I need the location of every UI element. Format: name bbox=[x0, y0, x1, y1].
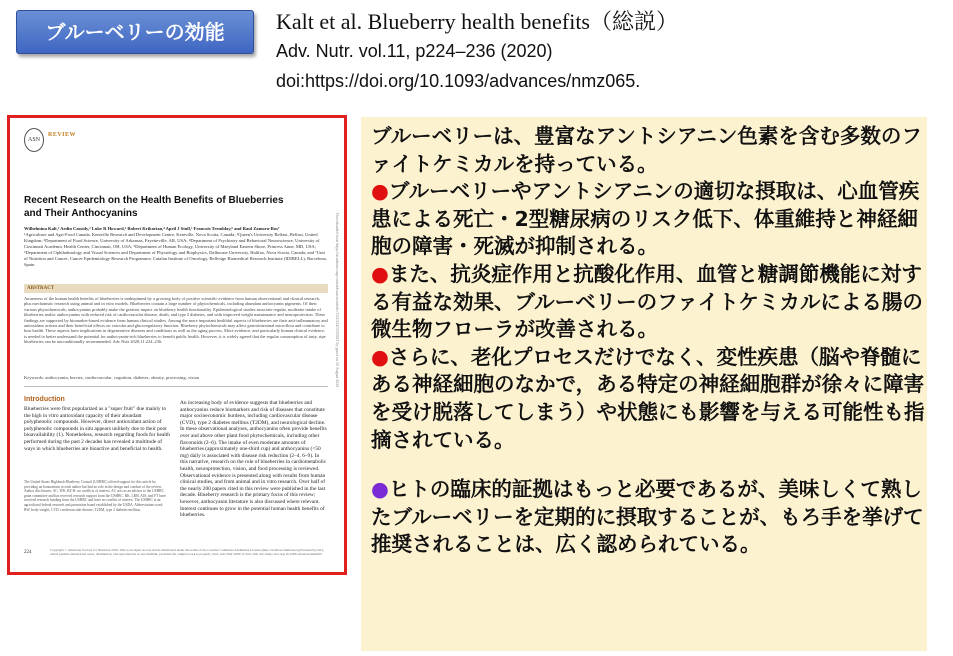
spacer bbox=[371, 454, 927, 476]
summary-point bbox=[371, 476, 927, 559]
summary-point-text: ブルーベリーやアントシアニンの適切な摂取は、心血管疾患による死亡・2型糖尿病のリスク低下、体重維持と神経細胞の障害・死滅が抑制される。 bbox=[371, 179, 920, 259]
summary-point-text: また、抗炎症作用と抗酸化作用、血管と糖調節機能に対する有益な効果、ブルーベリーのファイトケミカルによる腸の微生物フローラが改善される。 bbox=[371, 261, 923, 342]
summary-point-text: ヒトの臨床的証拠はもっと必要であるが、美味しくて熟したブルーベリーを定期的に摂取することが、もろ手を挙げて推奨されることは、広く認められている。 bbox=[371, 477, 924, 557]
intro-heading: Introduction bbox=[24, 396, 65, 403]
divider bbox=[24, 386, 328, 387]
footnote: The United States Highbush Blueberry Council (USHBC) offered support for this article by providing an honorarium to each author but had no role in the design and conduct of the review. Author disclosures: AC, WK, RZ-R: no conflicts of interest. AC acts as an adviser to the USHBC grant committee and has received research support from the USHBC. RK, LRH, AJS, and FT have received research funding from the USHBC and have no conflict of interest. The USHBC is an agricultural federal research and promotion board established by the USDA. Abbreviations used: BW, body weight; CVD, cardiovascular disease; T2DM, type 2 diabetes mellitus. bbox=[24, 480, 166, 512]
paper-authors bbox=[24, 226, 328, 268]
red-bullet-icon: ● bbox=[371, 344, 389, 369]
intro-column-2: An increasing body of evidence suggests that blueberries and anthocyanins reduce biomarkers and risk of diseases that constitute major socioeconomic burdens, including cardiovascular disease (CVD), type 2 diabetes mellitus (T2DM), and neurological decline. In these observational analyses, anthocyanins often provide benefits over and above other plant food phytochemicals, including other flavonoids (2–6). The intake of even moderate amounts of blueberries (approximately one-third cup) and anthocyanins (<50 mg) daily is associated with disease risk reduction (2–4, 6–9). In this narrative, research on the role of blueberries in cardiometabolic health, neuroprotection, vision, and food processing is reviewed. Observational evidence is presented along with results from human clinical studies, and from animal and in vitro research. Over half of the nearly 200 papers cited in this review were published in the last decade. Blueberry research is the primary focus of this review; however, anthocyanin literature is also discussed where relevant. Interest continues to grow in the potential human health benefits of blueberries. bbox=[180, 400, 327, 519]
red-bullet-icon: ● bbox=[371, 261, 389, 286]
slide-title-tag: ブルーベリーの効能 bbox=[16, 10, 254, 54]
copyright-line: Copyright © American Society for Nutrition 2019. This is an Open Access article distributed under the terms of the Creative Commons Attribution License (http://creativecommons.org/licenses/by/4.0/), which permits unrestricted reuse, distribution, and reproduction in any medium, provided the original work is properly cited. Adv Nutr 2020;11:224–236; doi: https://doi.org/10.1093/advances/nmz065. bbox=[50, 548, 325, 557]
journal-logo: ASN bbox=[24, 128, 44, 152]
red-bullet-icon: ● bbox=[371, 179, 389, 204]
citation-journal: Adv. Nutr. vol.11, p224–236 (2020) bbox=[276, 41, 553, 61]
summary-panel bbox=[361, 117, 927, 651]
citation-authors: Kalt et al. Blueberry health benefits（総説） bbox=[276, 9, 678, 34]
page-number: 224 bbox=[24, 550, 32, 555]
keywords: Keywords: anthocyanin, berries, cardiovascular, cognition, diabetes, obesity, processing, vision bbox=[24, 375, 200, 380]
summary-point-text: さらに、老化プロセスだけでなく、変性疾患（脳や脊髄にある神経細胞のなかで，ある特定の神経細胞群が徐々に障害を受け脱落してしまう）や状態にも影響を与える可能性も指摘されている。 bbox=[371, 344, 925, 452]
paper-thumbnail bbox=[7, 115, 347, 575]
purple-bullet-icon: ● bbox=[371, 477, 389, 502]
summary-intro: ブルーベリーは、豊富なアントシアニン色素を含む多数のファイトケミカルを持っている。 bbox=[371, 124, 922, 176]
summary-point bbox=[371, 344, 927, 454]
intro-column-1: Blueberries were first popularized as a "super fruit" due mainly to the high in vitro antioxidant capacity of their abundant polyphenolic compounds. However, direct antioxidant action of polyphenolic compounds in situ appears unlikely due to their poor bioavailability (1). Nonetheless, research regarding foods for health performed during the past 2 decades has revealed a multitude of ways in which blueberries are bioactive and beneficial to health. bbox=[24, 406, 170, 452]
author-list: Wilhelmina Kalt,¹ Aedin Cassidy,² Luke R Howard,³ Robert Krikorian,⁴ April J Stull,⁵ Francois Tremblay,⁶ and Raul Zamora-Ros⁷ bbox=[24, 226, 280, 231]
paper-title: Recent Research on the Health Benefits of Blueberries and Their Anthocyanins bbox=[24, 195, 284, 219]
abstract-text: Awareness of the human health benefits of blueberries is underpinned by a growing body of positive scientific evidence from human observational and clinical research, plus mechanistic research using animal and in vitro models. Blueberries contain a large number of phytochemicals, including abundant anthocyanin pigments. Of their various phytochemicals, anthocyanins probably make the greatest impact on blueberry health functionality. Epidemiological studies associate regular, moderate intake of blueberries and/or anthocyanins with reduced risk of cardiovascular disease, death, and type 2 diabetes, and with improved weight maintenance and neuroprotection. These findings are supported by biomarker-based evidence from human clinical studies. Among the more important healthful aspects of blueberries are their anti-inflammatory and antioxidant actions and their beneficial effects on vascular and glucoregulatory function. Blueberry phytochemicals may affect gastrointestinal microflora and contribute to host health. These aspects have implications in degenerative diseases and conditions as well as the aging process. More evidence, and particularly human clinical evidence, is needed to better understand the potential for anthocyanin-rich blueberries to benefit public health. However, it is widely agreed that the regular consumption of tasty, ripe blueberries can be unconditionally recommended. Adv Nutr 2020;11:224–236. bbox=[24, 296, 328, 345]
download-watermark: Downloaded from https://academic.oup.com/advances/article/11/2/224/5530921 by guest on 10 August 2022 bbox=[335, 213, 340, 388]
citation-block bbox=[276, 8, 678, 96]
affiliations: ¹Agriculture and Agri-Food Canada, Kentville Research and Development Centre, Kentville, Nova Scotia, Canada; ²Queen's University Belfast, Belfast, United Kingdom; ³Department of Food Science, University of Arkansas, Fayetteville, AR, USA; ⁴Department of Psychiatry and Behavioral Neuroscience, University of Cincinnati Academic Health Center, Cincinnati, OH, USA; ⁵Department of Human Ecology, University of Maryland Eastern Shore, Princess Anne, MD, USA; ⁶Department of Ophthalmology and Visual Sciences and Department of Physiology and Biophysics, Dalhousie University, Halifax, Nova Scotia, Canada; and ⁷Unit of Nutrition and Cancer, Cancer Epidemiology Research Programme, Catalan Institute of Oncology, Bellvitge Biomedical Research Institute (IDIBELL), Barcelona, Spain bbox=[24, 232, 327, 267]
summary-point bbox=[371, 178, 927, 261]
citation-doi: doi:https://doi.org/10.1093/advances/nmz065. bbox=[276, 71, 641, 91]
summary-point bbox=[371, 261, 927, 344]
article-type: REVIEW bbox=[48, 132, 77, 138]
abstract-heading: ABSTRACT bbox=[24, 284, 328, 293]
